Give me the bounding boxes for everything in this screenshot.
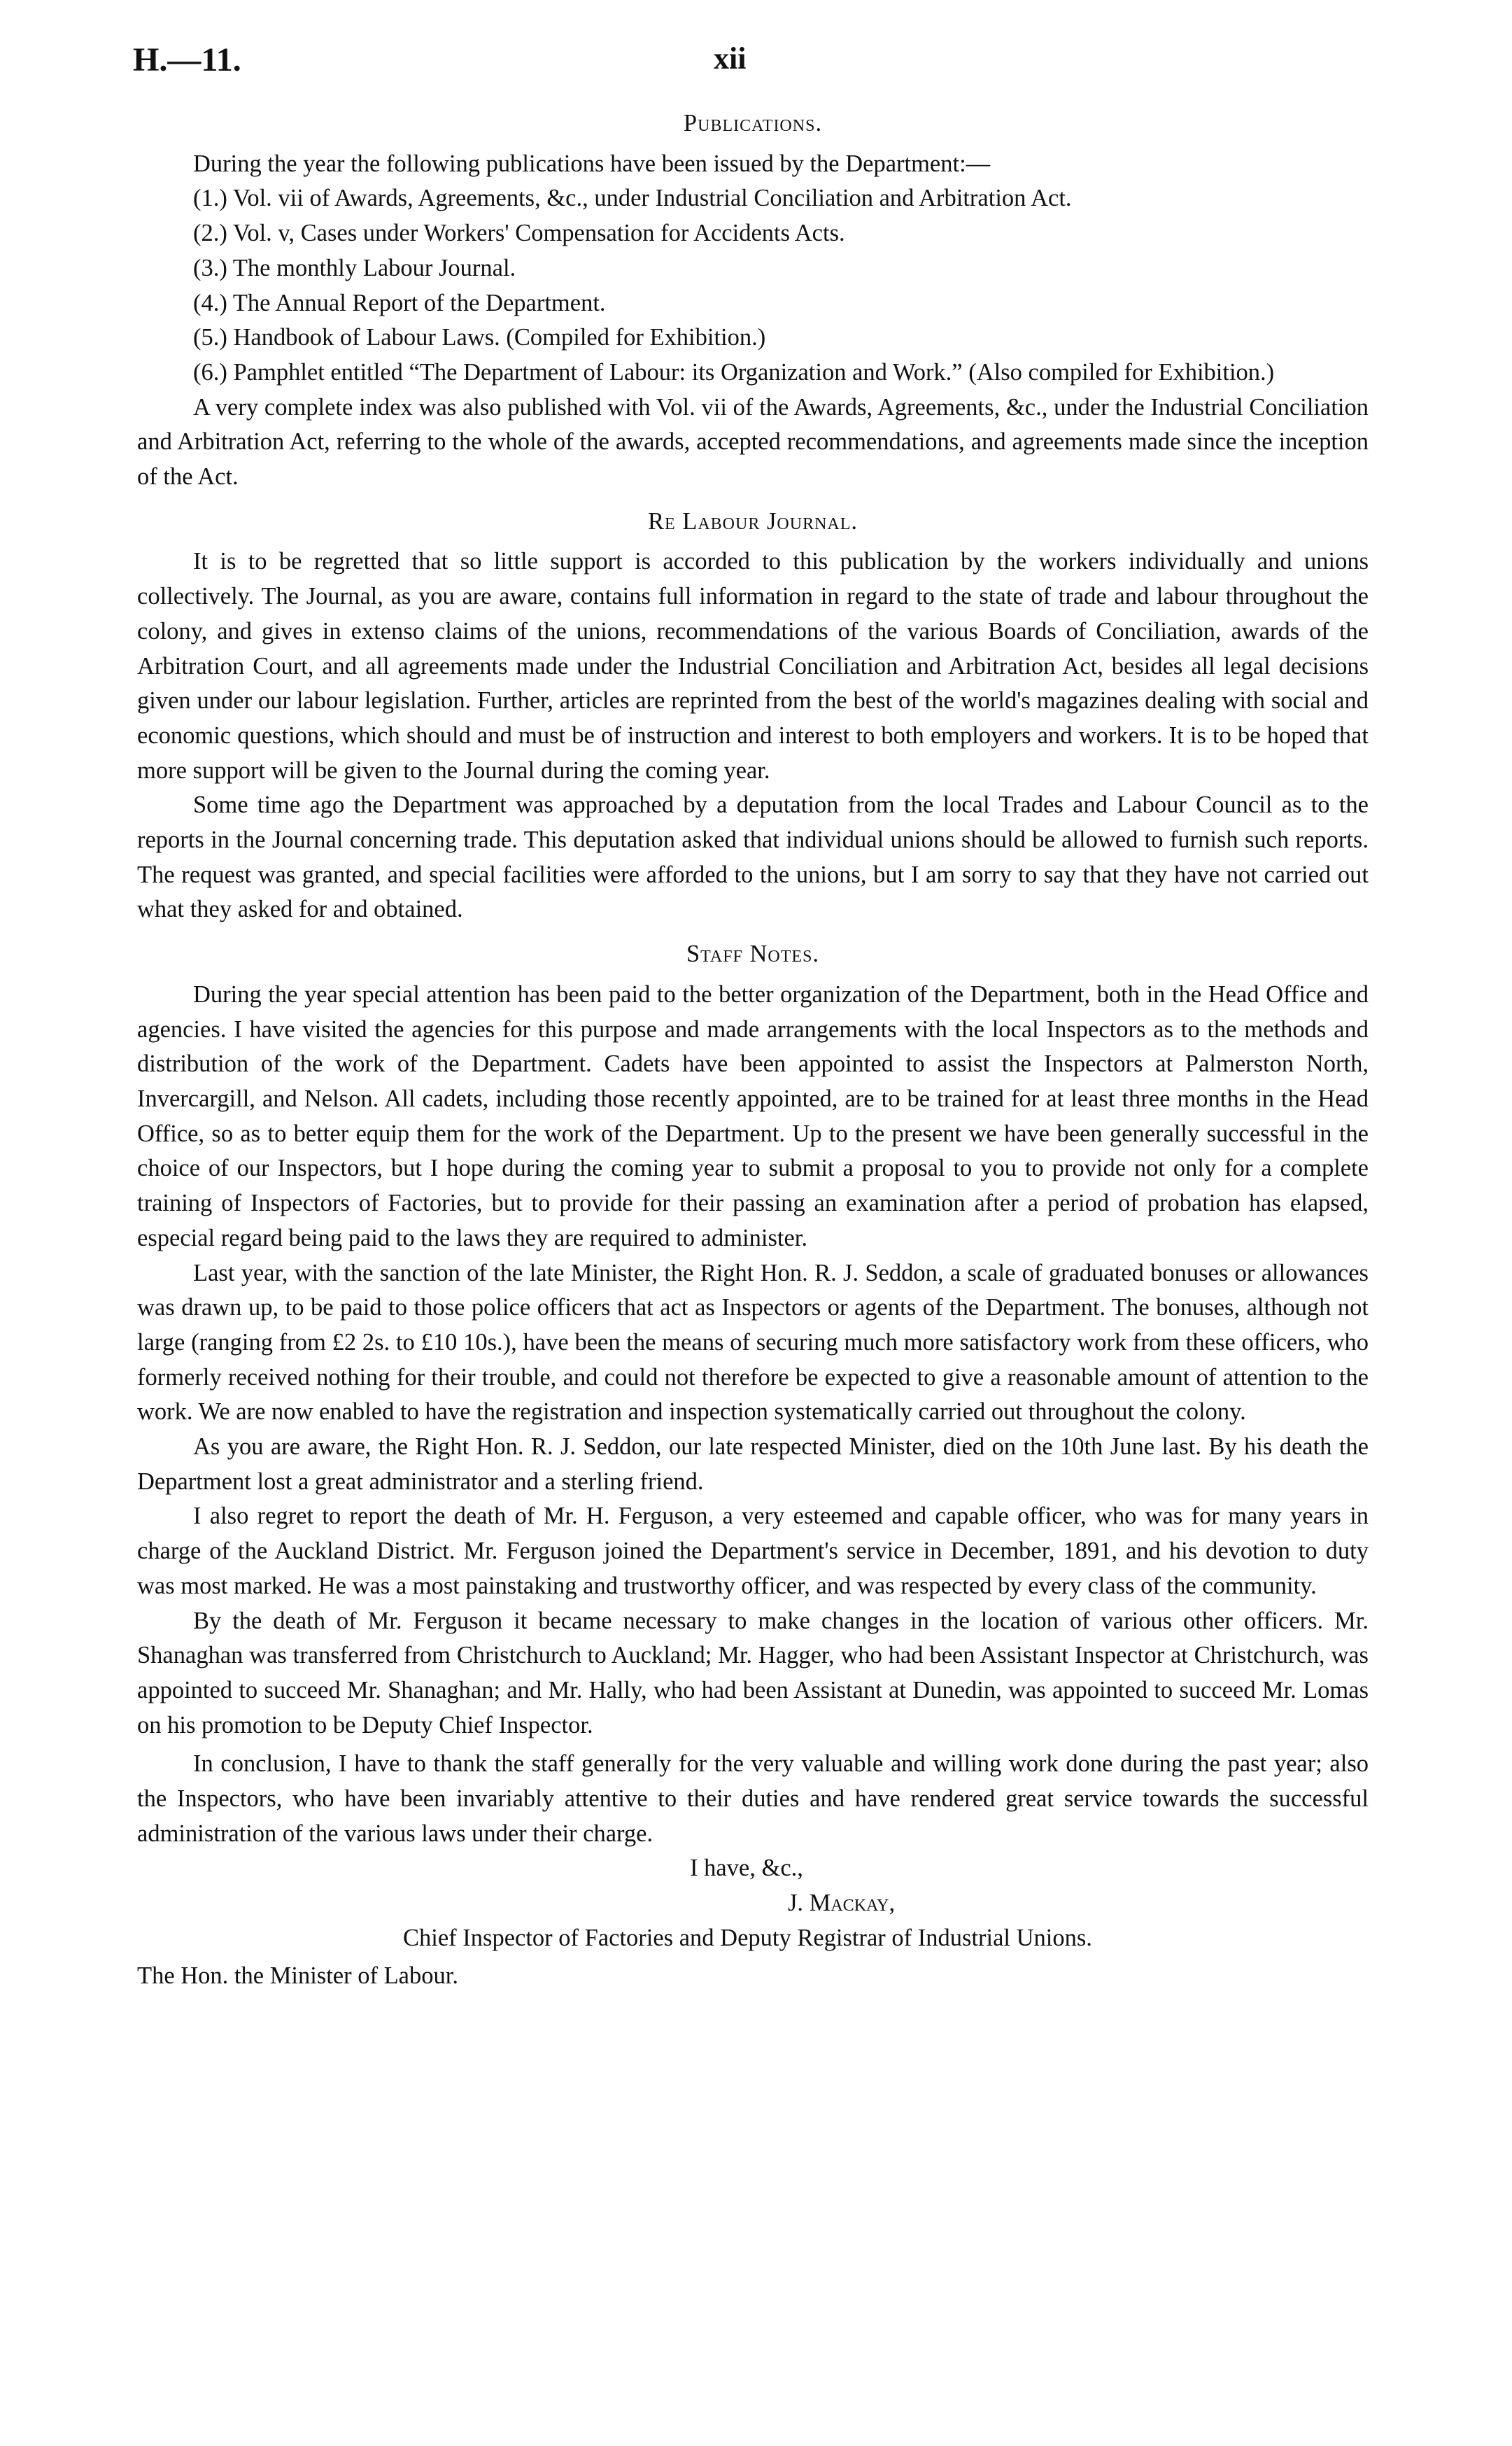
staff-notes-paragraph: By the death of Mr. Ferguson it became necessary to make changes in the location of various other officers. Mr. Shanaghan was transferred from Christchurch to Auckland; Mr. Hagger, who had been Assistant Inspector at Christchurch, was appointed to succeed Mr. Shanaghan; and Mr. Hally, who had been Assistant at Dunedin, was appointed to succeed Mr. Lomas on his promotion to be Deputy Chief Inspector. (137, 1607, 1369, 1738)
labour-journal-paragraph: Some time ago the Department was approached by a deputation from the local Trades and Labour Council as to the reports in the Journal concerning trade. This deputation asked that individual unions should be allowed to furnish such reports. The request was granted, and special facilities were afforded to the unions, but I am sorry to say that they have not carried out what they asked for and obtained. (137, 792, 1369, 923)
document-body (137, 98, 1369, 1993)
publication-item: (4.) The Annual Report of the Department. (193, 289, 606, 316)
conclusion-paragraph: In conclusion, I have to thank the staff generally for the very valuable and willing work done during the past year; also the Inspectors, who have been invariably attentive to their duties and have rendered great service towards the successful administration of the various laws under their charge. (137, 1750, 1369, 1847)
publications-list (137, 181, 1369, 390)
staff-notes-paragraph: Last year, with the sanction of the late Minister, the Right Hon. R. J. Seddon, a scale of graduated bonuses or allowances was drawn up, to be paid to those police officers that act as Inspectors or agents of the Department. The bonuses, although not large (ranging from £2 2s. to £10 10s.), have been the means of securing much more satisfactory work from these officers, who formerly received nothing for their trouble, and could not therefore be expected to give a reasonable amount of attention to the work. We are now enabled to have the registration and inspection systematically carried out throughout the colony. (137, 1259, 1369, 1426)
signature-name: J. Mackay, (788, 1890, 896, 1917)
addressee: The Hon. the Minister of Labour. (137, 1962, 458, 1989)
index-paragraph: A very complete index was also published with Vol. vii of the Awards, Agreements, &c., under the Industrial Conciliation and Arbitration Act, referring to the whole of the awards, accepted recommendations, and agreements made since the inception of the Act. (137, 393, 1369, 491)
section-heading-staff-notes: Staff Notes. (686, 941, 820, 968)
publication-item: (1.) Vol. vii of Awards, Agreements, &c., under Industrial Conciliation and Arbitration Act. (193, 185, 1072, 212)
publication-item: (2.) Vol. v, Cases under Workers' Compensation for Accidents Acts. (193, 220, 845, 247)
publications-intro: During the year the following publications have been issued by the Department:— (193, 150, 991, 177)
section-heading-labour-journal: Re Labour Journal. (647, 507, 859, 535)
publication-item: (3.) The monthly Labour Journal. (193, 254, 516, 281)
staff-notes-paragraph: I also regret to report the death of Mr. H. Ferguson, a very esteemed and capable officer, who was for many years in charge of the Auckland District. Mr. Ferguson joined the Department's service in December, 1891, and his devotion to duty was most marked. He was a most painstaking and trustworthy officer, and was respected by every class of the community. (137, 1503, 1369, 1599)
page-reference: H.—11. (133, 41, 241, 78)
staff-notes-paragraph: During the year special attention has been paid to the better organization of the Department, both in the Head Office and agencies. I have visited the agencies for this purpose and made arrangements with the local Inspectors as to the methods and distribution of the work of the Department. Cadets have been appointed to assist the Inspectors at Palmerston North, Invercargill, and Nelson. All cadets, including those recently appointed, are to be trained for at least three months in the Head Office, so as to better equip them for the work of the Department. Up to the present we have been generally successful in the choice of our Inspectors, but I hope during the coming year to submit a proposal to you to provide not only for a complete training of Inspectors of Factories, but to provide for their passing an examination after a period of probation has elapsed, especial regard being paid to the laws they are required to administer. (137, 980, 1369, 1251)
publication-item: (6.) Pamphlet entitled “The Department of Labour: its Organization and Work.” (Also compiled for Exhibition.) (193, 358, 1275, 386)
labour-journal-paragraph: It is to be regretted that so little support is accorded to this publication by the workers individually and unions collectively. The Journal, as you are aware, contains full information in regard to the state of trade and labour throughout the colony, and gives in extenso claims of the unions, recommendations of the various Boards of Conciliation, awards of the Arbitration Court, and all agreements made under the Industrial Conciliation and Arbitration Act, besides all legal decisions given under our labour legislation. Further, articles are reprinted from the best of the world's magazines dealing with social and economic questions, which should and must be of instruction and interest to both employers and workers. It is to be hoped that more support will be given to the Journal during the coming year. (137, 548, 1369, 784)
staff-notes-paragraph: As you are aware, the Right Hon. R. J. Seddon, our late respected Minister, died on the 10th June last. By his death the Department lost a great administrator and a sterling friend. (137, 1433, 1369, 1495)
signature-title: Chief Inspector of Factories and Deputy Registrar of Industrial Unions. (403, 1924, 1092, 1951)
signature-closing: I have, &c., (690, 1855, 803, 1882)
page-number: xii (714, 41, 747, 76)
section-heading-publications: Publications. (683, 110, 823, 136)
publication-item: (5.) Handbook of Labour Laws. (Compiled for Exhibition.) (193, 324, 766, 351)
